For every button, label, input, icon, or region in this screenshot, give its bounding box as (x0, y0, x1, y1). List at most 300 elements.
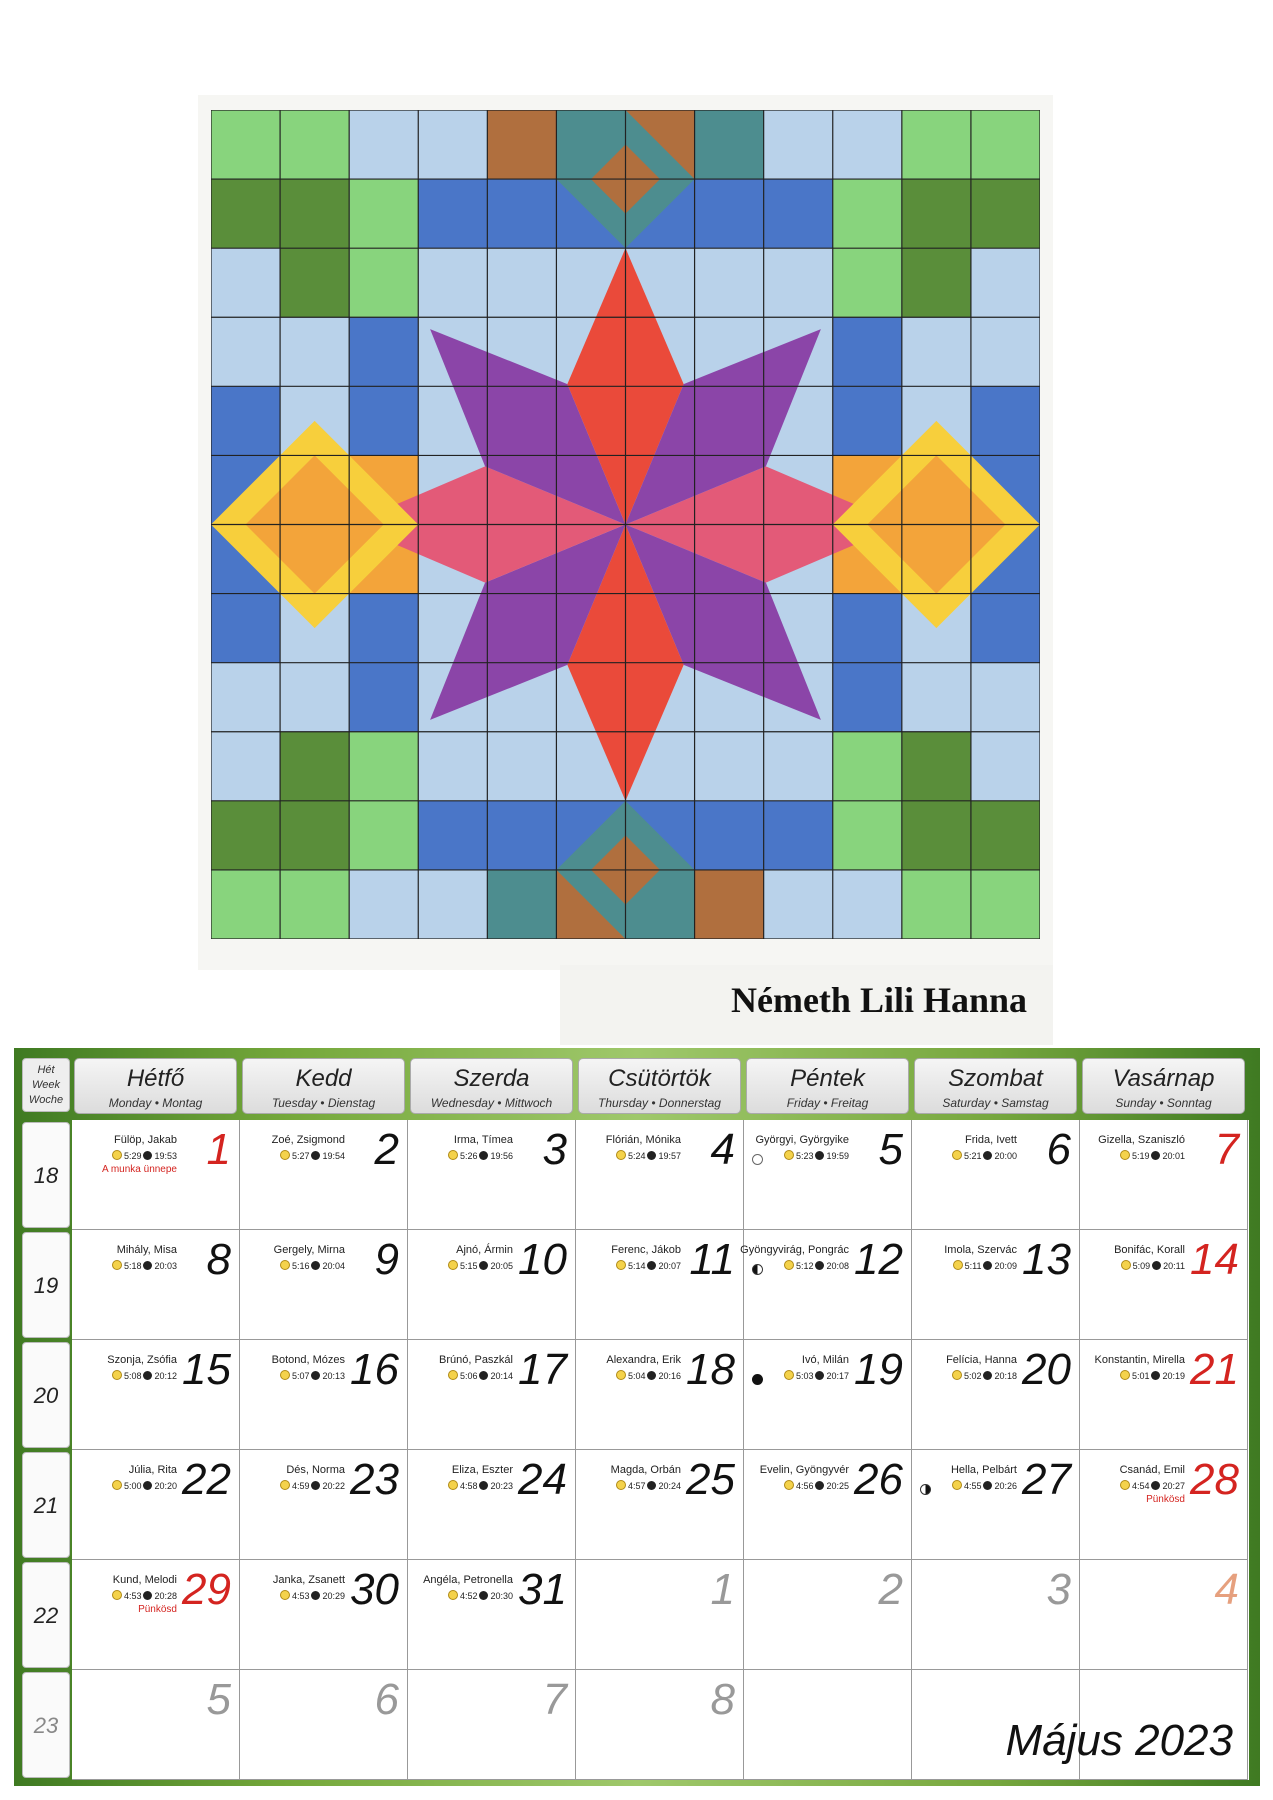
sunset-icon (647, 1151, 656, 1160)
day-number: 6 (374, 1675, 399, 1724)
quilt-cell (280, 179, 349, 248)
sunset-icon (647, 1261, 656, 1270)
sunset-time: 20:28 (154, 1591, 177, 1601)
day-header-1 (74, 1058, 237, 1114)
sun-times (110, 1590, 177, 1601)
sunrise-time: 5:01 (1131, 1371, 1150, 1381)
sunrise-icon (784, 1150, 794, 1160)
day-name: Szerda (453, 1065, 530, 1092)
quilt-cell (418, 248, 487, 317)
day-number: 26 (854, 1455, 903, 1504)
week-number: 18 (22, 1122, 70, 1228)
sunset-icon (143, 1261, 152, 1270)
sunrise-time: 5:15 (459, 1261, 478, 1271)
quilt-cell (902, 110, 971, 179)
month-title: Május 2023 (1005, 1716, 1233, 1765)
quilt-cell (971, 248, 1040, 317)
sunset-time: 20:22 (322, 1481, 345, 1491)
day-cell (240, 1340, 408, 1450)
quilt-cell (211, 317, 280, 386)
quilt-cell (971, 594, 1040, 663)
day-number: 24 (518, 1455, 567, 1504)
quilt-cell (487, 179, 556, 248)
quilt-cell (833, 386, 902, 455)
quilt-cell (971, 179, 1040, 248)
quilt-cell (764, 179, 833, 248)
name-days: Magda, Orbán (610, 1464, 681, 1476)
moon-phase-icon (920, 1484, 931, 1495)
quilt-cell (211, 801, 280, 870)
sunrise-time: 5:19 (1131, 1151, 1150, 1161)
sunset-icon (1152, 1261, 1161, 1270)
day-number: 23 (350, 1455, 399, 1504)
day-number: 22 (182, 1455, 231, 1504)
sunset-icon (983, 1371, 992, 1380)
moon-phase-icon (752, 1264, 763, 1275)
name-days: Szonja, Zsófia (107, 1354, 177, 1366)
quilt-cell (971, 732, 1040, 801)
sun-times (782, 1480, 849, 1491)
quilt-cell (695, 732, 764, 801)
quilt-cell (695, 248, 764, 317)
sunrise-time: 4:55 (963, 1481, 982, 1491)
name-days: Irma, Tímea (453, 1134, 513, 1146)
sunrise-icon (112, 1480, 122, 1490)
sunrise-time: 4:59 (291, 1481, 310, 1491)
sunrise-icon (448, 1260, 458, 1270)
day-cell (744, 1450, 912, 1560)
sunset-time: 20:17 (826, 1371, 849, 1381)
quilt-cell (487, 801, 556, 870)
day-number: 27 (1022, 1455, 1071, 1504)
sunrise-icon (280, 1150, 290, 1160)
day-cell (408, 1450, 576, 1560)
quilt-cell (833, 870, 902, 939)
sunset-time: 20:00 (994, 1151, 1017, 1161)
day-cell (1080, 1120, 1248, 1230)
day-subtitle: Saturday • Samstag (942, 1096, 1049, 1110)
name-days: Felícia, Hanna (946, 1354, 1017, 1366)
day-cell (912, 1230, 1080, 1340)
day-cell (576, 1120, 744, 1230)
quilt-cell (833, 179, 902, 248)
sunrise-icon (952, 1150, 962, 1160)
sunrise-time: 5:09 (1132, 1261, 1151, 1271)
quilt-cell (280, 732, 349, 801)
sunrise-time: 5:03 (795, 1371, 814, 1381)
quilt-cell (971, 801, 1040, 870)
quilt-cell (280, 248, 349, 317)
sunset-icon (983, 1151, 992, 1160)
quilt-cell (902, 663, 971, 732)
sun-times (950, 1150, 1017, 1161)
sunset-icon (143, 1591, 152, 1600)
day-number: 7 (1214, 1125, 1239, 1174)
name-days: Botond, Mózes (271, 1354, 345, 1366)
day-cell (912, 1340, 1080, 1450)
quilt-cell (211, 179, 280, 248)
day-subtitle: Thursday • Donnerstag (598, 1096, 721, 1110)
day-number: 7 (542, 1675, 567, 1724)
moon-phase-icon (752, 1154, 763, 1165)
quilt-cell (971, 110, 1040, 179)
day-subtitle: Monday • Montag (108, 1096, 203, 1110)
day-number: 25 (686, 1455, 735, 1504)
sunrise-icon (280, 1590, 290, 1600)
sunset-time: 20:14 (490, 1371, 513, 1381)
quilt-cell (695, 801, 764, 870)
sun-times (446, 1370, 513, 1381)
day-cell (240, 1450, 408, 1560)
sunset-icon (311, 1261, 320, 1270)
sun-times (614, 1480, 681, 1491)
quilt-cell (902, 801, 971, 870)
name-days: Ajnó, Ármin (456, 1244, 513, 1256)
day-cell (240, 1560, 408, 1670)
holiday-label: Pünkösd (1146, 1494, 1185, 1505)
sunset-time: 20:13 (322, 1371, 345, 1381)
name-days: Csanád, Emil (1119, 1464, 1185, 1476)
day-number: 3 (1046, 1565, 1071, 1614)
day-cell (408, 1560, 576, 1670)
quilt-cell (418, 179, 487, 248)
sunrise-time: 4:58 (459, 1481, 478, 1491)
sunset-icon (815, 1371, 824, 1380)
name-days: Dés, Norma (286, 1464, 345, 1476)
day-cell (72, 1230, 240, 1340)
quilt-cell (764, 110, 833, 179)
sunrise-icon (1120, 1370, 1130, 1380)
sunrise-time: 5:16 (291, 1261, 310, 1271)
sun-times (782, 1370, 849, 1381)
day-cell (744, 1560, 912, 1670)
sunset-icon (1151, 1151, 1160, 1160)
day-cell (408, 1670, 576, 1780)
sunset-icon (647, 1371, 656, 1380)
sunrise-icon (448, 1480, 458, 1490)
sunset-time: 19:59 (826, 1151, 849, 1161)
sunrise-time: 5:14 (627, 1261, 646, 1271)
day-header-4 (578, 1058, 741, 1114)
day-cell (576, 1450, 744, 1560)
day-cell (576, 1230, 744, 1340)
quilt-cell (349, 663, 418, 732)
week-number: 21 (22, 1452, 70, 1558)
day-name: Hétfő (126, 1065, 185, 1092)
sunrise-icon (953, 1260, 963, 1270)
sunset-time: 20:09 (994, 1261, 1017, 1271)
quilt-cell (971, 870, 1040, 939)
quilt-cell (418, 732, 487, 801)
sunset-icon (311, 1151, 320, 1160)
quilt-cell (487, 732, 556, 801)
day-number: 28 (1190, 1455, 1239, 1504)
artwork (198, 95, 1053, 970)
week-label-en: Week (32, 1079, 60, 1091)
name-days: Alexandra, Erik (606, 1354, 681, 1366)
sunset-icon (311, 1591, 320, 1600)
name-days: Fülöp, Jakab (114, 1134, 177, 1146)
quilt-cell (280, 317, 349, 386)
sunrise-icon (280, 1260, 290, 1270)
sunset-time: 20:16 (658, 1371, 681, 1381)
sunrise-time: 5:12 (795, 1261, 814, 1271)
day-cell (240, 1670, 408, 1780)
quilt-cell (349, 317, 418, 386)
day-header-5 (746, 1058, 909, 1114)
day-number: 31 (518, 1565, 567, 1614)
calendar (14, 1048, 1260, 1786)
sun-times (614, 1150, 681, 1161)
day-number: 13 (1022, 1235, 1071, 1284)
name-days: Gyöngyvirág, Pongrác (740, 1244, 849, 1256)
quilt-cell (349, 801, 418, 870)
quilt-cell (833, 594, 902, 663)
quilt-cell (280, 870, 349, 939)
sunset-icon (311, 1481, 320, 1490)
day-cell (912, 1560, 1080, 1670)
sunset-icon (983, 1261, 992, 1270)
day-cell (240, 1120, 408, 1230)
sunrise-icon (112, 1370, 122, 1380)
sunrise-icon (448, 1590, 458, 1600)
sunset-icon (311, 1371, 320, 1380)
day-number: 30 (350, 1565, 399, 1614)
quilt-cell (211, 663, 280, 732)
quilt-cell (211, 386, 280, 455)
quilt-cell (349, 732, 418, 801)
quilt-cell (211, 594, 280, 663)
sunrise-time: 5:29 (123, 1151, 142, 1161)
artist-name: Németh Lili Hanna (730, 980, 1027, 1020)
quilt-cell (695, 870, 764, 939)
day-cell (576, 1340, 744, 1450)
name-days: Hella, Pelbárt (950, 1464, 1017, 1476)
sun-times (1118, 1480, 1185, 1491)
week-label-de: Woche (28, 1094, 64, 1106)
quilt-cell (764, 870, 833, 939)
quilt-cell (211, 248, 280, 317)
name-days: Mihály, Misa (116, 1244, 177, 1256)
day-cell (408, 1120, 576, 1230)
sunset-icon (647, 1481, 656, 1490)
day-cell (1080, 1560, 1248, 1670)
day-cell (72, 1450, 240, 1560)
sunrise-icon (280, 1370, 290, 1380)
holiday-label: Pünkösd (138, 1604, 177, 1615)
day-subtitle: Tuesday • Dienstag (271, 1096, 376, 1110)
sun-times (1118, 1370, 1185, 1381)
day-header-3 (410, 1058, 573, 1114)
sunset-icon (143, 1481, 152, 1490)
sun-times (278, 1260, 345, 1271)
sunrise-icon (112, 1260, 122, 1270)
day-number: 4 (710, 1125, 735, 1174)
quilt-cell (695, 179, 764, 248)
sun-times (278, 1150, 345, 1161)
name-days: Ferenc, Jákob (611, 1244, 681, 1256)
sunrise-icon (448, 1150, 458, 1160)
day-cell (744, 1340, 912, 1450)
name-days: Bonifác, Korall (1114, 1244, 1185, 1256)
week-column-header (22, 1058, 70, 1112)
quilt-cell (833, 110, 902, 179)
quilt-cell (902, 870, 971, 939)
sunrise-icon (616, 1480, 626, 1490)
sunrise-icon (616, 1260, 626, 1270)
sun-times (614, 1260, 681, 1271)
sunrise-icon (448, 1370, 458, 1380)
quilt-cell (902, 179, 971, 248)
artwork-drawing (211, 110, 1040, 939)
week-number: 22 (22, 1562, 70, 1668)
sunrise-time: 5:04 (627, 1371, 646, 1381)
day-number: 5 (878, 1125, 903, 1174)
quilt-cell (349, 870, 418, 939)
week-number: 20 (22, 1342, 70, 1448)
sunset-icon (1151, 1481, 1160, 1490)
sunrise-time: 5:07 (291, 1371, 310, 1381)
day-subtitle: Sunday • Sonntag (1115, 1096, 1212, 1110)
day-cell (72, 1340, 240, 1450)
day-number: 18 (686, 1345, 735, 1394)
quilt-cell (349, 594, 418, 663)
quilt-cell (833, 317, 902, 386)
sunset-icon (479, 1371, 488, 1380)
sun-times (446, 1260, 513, 1271)
sunset-time: 20:11 (1163, 1261, 1185, 1271)
day-cell (408, 1340, 576, 1450)
sunset-icon (143, 1371, 152, 1380)
day-header-2 (242, 1058, 405, 1114)
day-number: 14 (1190, 1235, 1239, 1284)
name-days: Flórián, Mónika (605, 1134, 681, 1146)
sun-times (278, 1370, 345, 1381)
sunrise-time: 5:18 (123, 1261, 142, 1271)
day-number: 6 (1046, 1125, 1071, 1174)
sunset-time: 20:26 (994, 1481, 1017, 1491)
day-name: Péntek (790, 1065, 865, 1092)
quilt-cell (349, 386, 418, 455)
sunrise-time: 4:52 (459, 1591, 478, 1601)
day-number: 3 (542, 1125, 567, 1174)
sunrise-icon (1121, 1260, 1131, 1270)
day-name: Kedd (295, 1065, 352, 1092)
day-number: 2 (878, 1565, 903, 1614)
sun-times (110, 1370, 177, 1381)
sunset-time: 20:24 (658, 1481, 681, 1491)
quilt-cell (280, 110, 349, 179)
quilt-cell (349, 179, 418, 248)
sunrise-icon (616, 1370, 626, 1380)
day-header-7 (1082, 1058, 1245, 1114)
sunset-time: 20:07 (658, 1261, 681, 1271)
sunset-time: 20:20 (154, 1481, 177, 1491)
day-number: 8 (710, 1675, 735, 1724)
quilt-cell (280, 663, 349, 732)
sunset-time: 20:23 (490, 1481, 513, 1491)
sunrise-time: 4:54 (1131, 1481, 1150, 1491)
sun-times (446, 1480, 513, 1491)
quilt-cell (902, 317, 971, 386)
quilt-cell (418, 110, 487, 179)
day-cell (408, 1230, 576, 1340)
name-days: Zoé, Zsigmond (271, 1134, 345, 1146)
sunrise-icon (112, 1150, 122, 1160)
sunrise-icon (280, 1480, 290, 1490)
day-number: 21 (1190, 1345, 1239, 1394)
day-cell (744, 1120, 912, 1230)
sunrise-icon (952, 1480, 962, 1490)
quilt-cell (211, 732, 280, 801)
name-days: Gizella, Szaniszló (1098, 1134, 1185, 1146)
day-number: 4 (1214, 1565, 1239, 1614)
day-number: 2 (374, 1125, 399, 1174)
quilt-cell (971, 386, 1040, 455)
quilt-cell (764, 732, 833, 801)
quilt-cell (695, 110, 764, 179)
sun-times (446, 1150, 513, 1161)
sunset-time: 20:30 (490, 1591, 513, 1601)
sunset-time: 19:57 (658, 1151, 681, 1161)
sun-times (110, 1150, 177, 1161)
sun-times (446, 1590, 513, 1601)
sunrise-time: 4:57 (627, 1481, 646, 1491)
day-name: Szombat (948, 1065, 1043, 1092)
quilt-cell (971, 663, 1040, 732)
day-number: 1 (206, 1125, 231, 1174)
quilt-cell (349, 110, 418, 179)
name-days: Angéla, Petronella (423, 1574, 513, 1586)
sunset-time: 20:08 (826, 1261, 849, 1271)
day-cell (576, 1560, 744, 1670)
sunset-time: 20:18 (994, 1371, 1017, 1381)
quilt-cell (764, 801, 833, 870)
sunrise-time: 5:21 (963, 1151, 982, 1161)
day-number: 16 (350, 1345, 399, 1394)
sunset-time: 20:12 (154, 1371, 177, 1381)
day-cell (744, 1670, 912, 1780)
sunset-time: 20:27 (1162, 1481, 1185, 1491)
sunset-time: 19:54 (322, 1151, 345, 1161)
sunset-icon (815, 1151, 824, 1160)
sunset-icon (479, 1151, 488, 1160)
week-number: 19 (22, 1232, 70, 1338)
day-number: 8 (206, 1235, 231, 1284)
quilt-cell (833, 663, 902, 732)
sunrise-icon (1120, 1150, 1130, 1160)
sun-times (278, 1480, 345, 1491)
sunset-time: 20:03 (154, 1261, 177, 1271)
name-days: Janka, Zsanett (272, 1574, 345, 1586)
day-cell (72, 1560, 240, 1670)
sun-times (110, 1480, 177, 1491)
sunrise-time: 5:06 (459, 1371, 478, 1381)
sunrise-time: 4:53 (291, 1591, 310, 1601)
quilt-cell (902, 732, 971, 801)
name-days: Imola, Szervác (944, 1244, 1017, 1256)
sunset-time: 19:53 (154, 1151, 177, 1161)
sun-times (614, 1370, 681, 1381)
sunset-icon (815, 1261, 824, 1270)
sunset-icon (479, 1481, 488, 1490)
sun-times (1119, 1260, 1185, 1271)
sunrise-time: 4:56 (795, 1481, 814, 1491)
quilt-cell (211, 110, 280, 179)
sunrise-time: 5:02 (963, 1371, 982, 1381)
sunset-icon (983, 1481, 992, 1490)
day-cell (912, 1450, 1080, 1560)
